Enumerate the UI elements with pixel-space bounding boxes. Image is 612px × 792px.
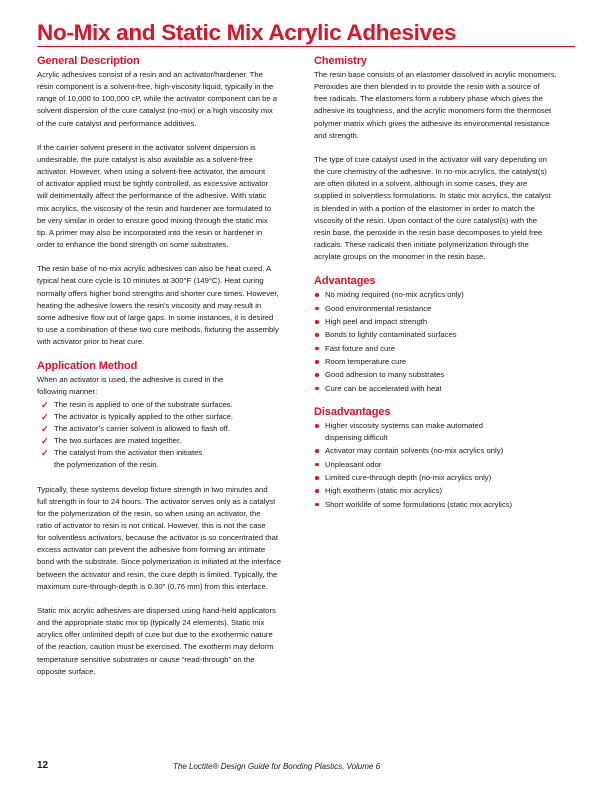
list-item: Fast fixture and cure [314, 343, 582, 355]
page-number: 12 [37, 760, 49, 771]
disadvantages-heading: Disadvantages [314, 405, 391, 418]
application-method-heading: Application Method [37, 360, 138, 373]
list-item: ✓ The catalyst from the activator then initiates the polymerization of the resin. [41, 448, 203, 470]
list-item: Higher viscosity systems can make automated dispensing difficult [314, 420, 582, 444]
checkmark-icon: ✓ [41, 436, 49, 447]
application-paragraph-1: Typically, these systems develop fixture strength in two minutes and full strength in four to 24 hours. The activator serves only as a catalyst for the polymerization of the resin, so when using an activator, the ratio of activator to resin is not critical. However, this is not the case for solventless activators, because the activator is so concentrated that excess activator can prevent the adhesive from forming an intimate bond with the substrate. Since polymerization is initiated at the interface between the activator and resin, the cure depth is limited. Typically, the maximum cure-through-depth is 0.30" (0.76 mm) from this interface. [37, 484, 281, 591]
bullet-icon [315, 293, 319, 297]
checkmark-icon: ✓ [41, 399, 49, 410]
list-item: ✓ The two surfaces are mated together. [41, 436, 182, 447]
bullet-icon [315, 307, 319, 311]
list-item: Short worklife of some formulations (static mix acrylics) [314, 499, 582, 511]
list-item: Cure can be accelerated with heat [314, 383, 582, 395]
list-item: Bonds to lightly contaminated surfaces [314, 329, 582, 341]
list-item: High exotherm (static mix acrylics) [314, 485, 582, 497]
checkmark-icon: ✓ [41, 423, 49, 434]
checkmark-icon: ✓ [41, 411, 49, 422]
list-item: Unpleasant odor [314, 459, 582, 471]
bullet-icon [315, 476, 319, 480]
list-item: Limited cure-through depth (no-mix acrylics only) [314, 472, 582, 484]
application-steps-list [37, 399, 312, 472]
general-description-paragraph-1: Acrylic adhesives consist of a resin and an activator/hardener. The resin component is a solvent-free, high-viscosity liquid, typically in the range of 10,000 to 100,000 cP, while the activator component can be a solvent dispersion of the cure catalyst (no-mix) or a high viscosity mix of the cure catalyst and performance additives. [37, 70, 278, 128]
footer-text: The Loctite® Design Guide for Bonding Plastics, Volume 6 [173, 762, 381, 771]
bullet-icon [315, 347, 319, 351]
general-description-paragraph-2: If the carrier solvent present in the activator solvent dispersion is undesirable, the pure catalyst is also available as a solvent-free activator. However, when using a solvent-free activator, the amount of activator applied must be tightly controlled, as excessive activator will detrimentally affect the performance of the adhesive. With static mix acrylics, the viscosity of the resin and hardener are formulated to be very similar in order to ensure good mixing through the static mix tip. A primer may also be incorporated into the resin or hardener in order to enhance the bond strength on some substrates. [37, 142, 272, 250]
application-intro: When an activator is used, the adhesive is cured in the following manner: [37, 375, 224, 397]
general-description-heading: General Description [37, 55, 140, 67]
list-item: High peel and impact strength [314, 316, 582, 328]
bullet-icon [315, 360, 319, 364]
bullet-icon [315, 503, 319, 507]
bullet-icon [315, 449, 319, 453]
bullet-icon [315, 320, 319, 324]
chemistry-paragraph-1: The resin base consists of an elastomer dissolved in acrylic monomers. Peroxides are then blended in to provide the resin with a source of free radicals. The elastomers form a rubbery phase which gives the adhesive its toughness, and the acrylic monomers form the thermoset polymer matrix which gives the adhesive its environmental resistance and strength. [314, 70, 557, 140]
list-item: Activator may contain solvents (no-mix acrylics only) [314, 445, 582, 457]
list-item: Good adhesion to many substrates [314, 369, 582, 381]
bullet-icon [315, 489, 319, 493]
title-rule [37, 46, 575, 47]
page-title: No-Mix and Static Mix Acrylic Adhesives [37, 20, 457, 45]
bullet-icon [315, 373, 319, 377]
left-column [37, 55, 312, 690]
list-item: Good environmental resistance [314, 303, 582, 315]
chemistry-paragraph-2: The type of cure catalyst used in the activator will vary depending on the cure chemistry of the adhesive. In no-mix acrylics, the catalyst(s) are often diluted in a solvent, although in some cases, they are supplied in solventless formulations. In static mix acrylics, the catalyst is blended in with a portion of the elastomer in order to match the viscosity of the resin. Upon contact of the cure catalyst(s) with the resin base, the peroxide in the resin base decomposes to yield free radicals. These radicals then initiate polymerization through the acrylate groups on the monomer in the resin base. [314, 154, 551, 262]
list-item: ✓ The resin is applied to one of the substrate surfaces. [41, 399, 233, 410]
general-description-paragraph-3: The resin base of no-mix acrylic adhesives can also be heat cured. A typical heat cure cycle is 10 minutes at 300°F (149°C). Heat curing normally offers higher bond strengths and shorter cure times. However, heating the adhesive lowers the resin’s viscosity and may result in some adhesive flow out of large gaps. In some instances, it is desired to use a combination of these two cure methods, fixturing the assembly with activator prior to heat cure. [37, 264, 279, 347]
bullet-icon [315, 387, 319, 391]
bullet-icon [315, 333, 319, 337]
disadvantages-list [314, 420, 582, 511]
list-item: ✓ The activator is typically applied to the other surface. [41, 411, 234, 422]
advantages-list [314, 289, 582, 395]
list-item: Room temperature cure [314, 356, 582, 368]
application-paragraph-2: Static mix acrylic adhesives are dispersed using hand-held applicators and the appropriate static mix tip (typically 24 elements). Static mix acrylics offer unlimited depth of cure but due to the exothermic nature of the reaction, caution must be exercised. The exotherm may deform temperature sensitive substrates or cause “read-through” on the opposite surface. [37, 605, 276, 676]
chemistry-heading: Chemistry [314, 55, 367, 67]
bullet-icon [315, 424, 319, 428]
bullet-icon [315, 463, 319, 467]
list-item: No mixing required (no-mix acrylics only) [314, 289, 582, 301]
advantages-heading: Advantages [314, 275, 376, 288]
list-item: ✓ The activator’s carrier solvent is allowed to flash off. [41, 423, 231, 434]
checkmark-icon: ✓ [41, 448, 49, 459]
right-column [314, 55, 582, 522]
